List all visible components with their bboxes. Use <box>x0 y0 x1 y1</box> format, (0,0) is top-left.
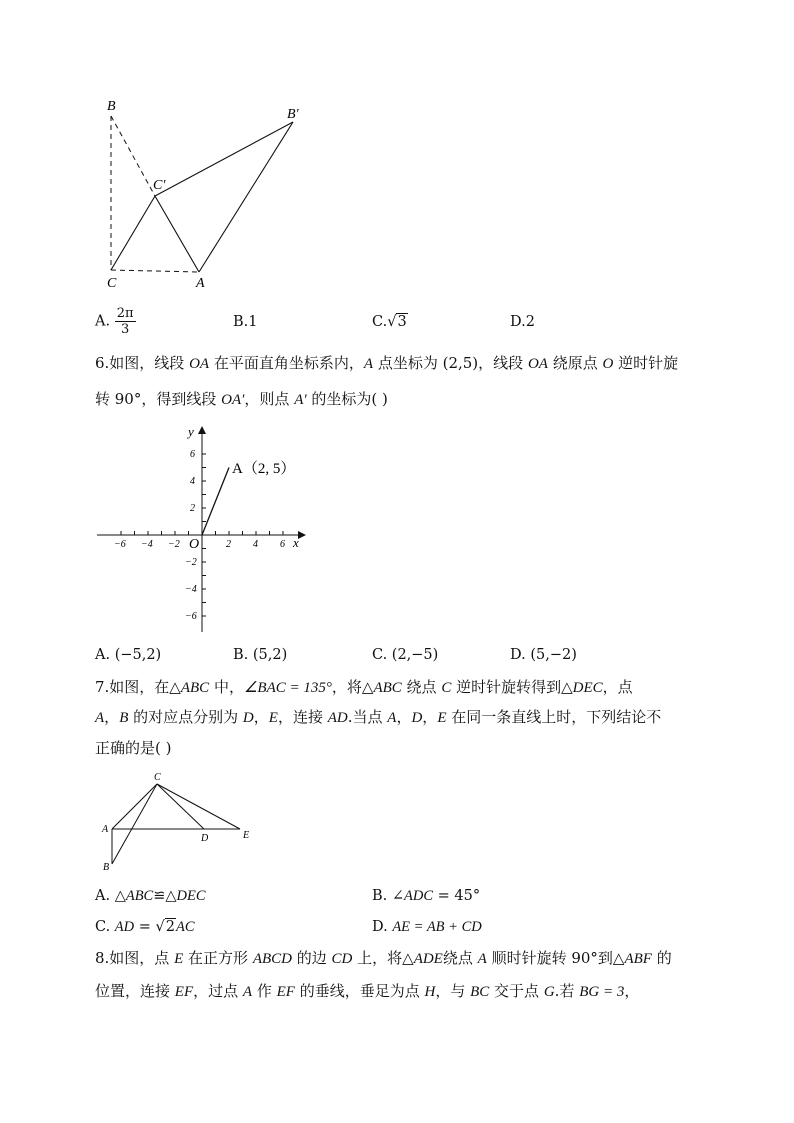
q7-option-b[interactable]: B. ∠ADC = 45° <box>372 888 481 904</box>
y-tick-label: 6 <box>190 449 195 460</box>
segment-BCprime-dashed <box>111 116 155 196</box>
q8-line-1: 8.如图，点 E 在正方形 ABCD 的边 CD 上，将△ADE绕点 A 顺时针旋转 90°到△ABF 的 <box>95 949 672 967</box>
label-A: A <box>102 824 109 835</box>
segment-Cprime-A <box>155 196 199 272</box>
segment-Cprime-Bprime <box>155 122 293 196</box>
label-C: C <box>154 772 161 783</box>
q5-option-d[interactable]: D.2 <box>510 314 535 330</box>
q6-line-1: 6.如图，线段 OA 在平面直角坐标系内，A 点坐标为 (2,5)，线段 OA 绕原点 O 逆时针旋 <box>95 354 679 372</box>
q7-line-1: 7.如图，在△ABC 中，∠BAC = 135°，将△ABC 绕点 C 逆时针旋转得到△DEC，点 <box>95 678 633 696</box>
x-tick-label: −4 <box>141 539 153 550</box>
q7-line-3: 正确的是( ) <box>95 739 172 757</box>
origin-label: O <box>189 537 200 552</box>
q6-coordinate-graph <box>95 420 310 635</box>
segment-A-Bprime <box>199 122 293 272</box>
label-B: B <box>107 99 116 114</box>
label-B: B <box>103 862 110 873</box>
y-axis-arrow <box>198 426 206 434</box>
q7-figure <box>95 768 265 878</box>
x-tick-label: −2 <box>168 539 180 550</box>
q6-line-2: 转 90°，得到线段 OA′，则点 A′ 的坐标为( ) <box>95 390 388 408</box>
q6-option-d[interactable]: D. (5,−2) <box>510 647 577 663</box>
label-A: A <box>196 276 205 291</box>
x-tick-label: −6 <box>114 539 126 550</box>
y-axis-label: y <box>188 424 194 439</box>
q5-option-a[interactable]: A. $\frac{2\pi}{3}$ <box>95 306 134 337</box>
q6-option-a[interactable]: A. (−5,2) <box>95 647 162 663</box>
x-tick-label: 6 <box>280 539 285 550</box>
q5-option-b[interactable]: B.1 <box>233 314 258 330</box>
q8-line-2: 位置，连接 EF，过点 A 作 EF 的垂线，垂足为点 H，与 BC 交于点 G.若 BG = 3， <box>95 982 640 1000</box>
segment-OA <box>202 468 229 536</box>
q5-option-c[interactable]: C.√3 <box>372 314 407 330</box>
x-axis-arrow <box>298 531 306 539</box>
y-tick-label: −2 <box>185 557 197 568</box>
segment-CA-dashed <box>111 270 199 272</box>
segment-C-Cprime <box>111 196 155 270</box>
label-Cprime: C′ <box>153 178 166 193</box>
x-axis-label: x <box>293 535 299 550</box>
point-A-label: A（2, 5） <box>232 461 296 477</box>
y-tick-label: −6 <box>185 611 197 622</box>
q7-option-d[interactable]: D. AE = AB + CD <box>372 919 482 935</box>
q7-line-2: A，B 的对应点分别为 D，E，连接 AD.当点 A，D，E 在同一条直线上时，下列结论不 <box>95 708 662 726</box>
label-Bprime: B′ <box>287 107 299 122</box>
q6-option-b[interactable]: B. (5,2) <box>233 647 288 663</box>
x-tick-label: 4 <box>253 539 258 550</box>
fraction-2pi-over-3: $\frac{2\pi}{3}$ <box>116 306 134 337</box>
label-C: C <box>107 276 117 291</box>
y-tick-label: 4 <box>190 476 195 487</box>
label-D: D <box>201 833 209 844</box>
y-tick-label: 2 <box>190 503 195 514</box>
q6-option-c[interactable]: C. (2,−5) <box>372 647 439 663</box>
q5-figure <box>95 90 315 300</box>
label-E: E <box>243 830 250 841</box>
q7-option-c[interactable]: C. AD = √2AC <box>95 919 195 935</box>
q7-option-a[interactable]: A. △ABC≌△DEC <box>95 888 206 904</box>
x-tick-label: 2 <box>226 539 231 550</box>
y-tick-label: −4 <box>185 584 197 595</box>
